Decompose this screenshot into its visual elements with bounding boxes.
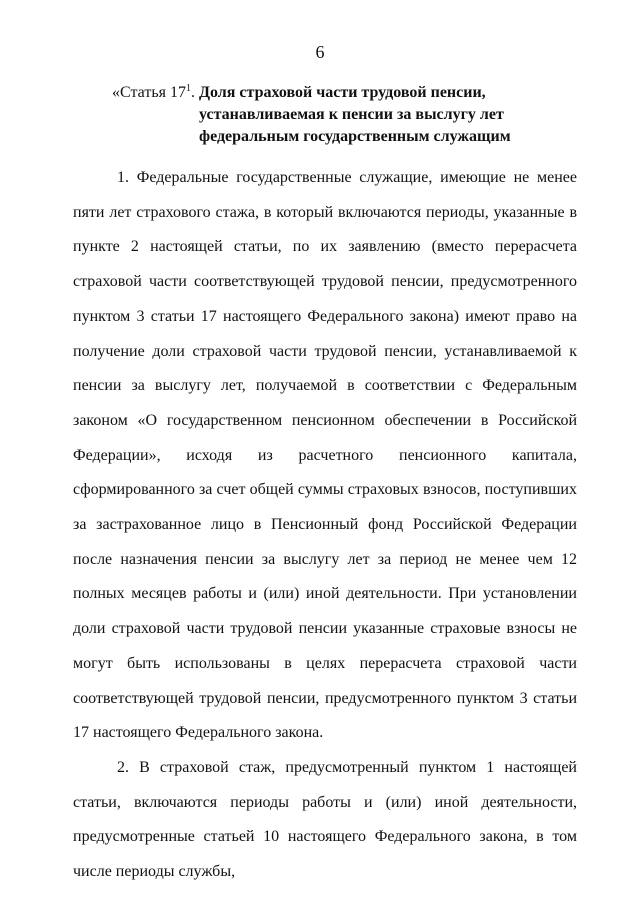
article-heading bbox=[112, 78, 592, 148]
article-number-text: «Статья 17 bbox=[112, 84, 186, 101]
paragraph-2: 2. В страховой стаж, предусмотренный пунктом 1 настоящей статьи, включаются периоды работы и (или) иной деятельности, предусмотренные статьей 10 настоящего Федерального закона, в том числе периоды службы, bbox=[73, 758, 577, 881]
article-title-line-2: устанавливаемая к пенсии за выслугу лет bbox=[199, 106, 504, 123]
article-heading-line-1 bbox=[112, 78, 592, 104]
article-title-line-1: Доля страховой части трудовой пенсии, bbox=[198, 84, 486, 101]
article-number bbox=[112, 84, 195, 101]
page-number: 6 bbox=[315, 42, 325, 62]
paragraph-1: 1. Федеральные государственные служащие, имеющие не менее пяти лет страхового стажа, в который включаются периоды, указанные в пункте 2 настоящей статьи, по их заявлению (вместо перерасчета страховой части соответствующей трудовой пенсии, предусмотренного пунктом 3 статьи 17 настоящего Федерального закона) имеют право на получение доли страховой части трудовой пенсии, устанавливаемой к пенсии за выслугу лет, получаемой в соответствии с Федеральным законом «О государственном пенсионном обеспечении в Российской Федерации», исходя из расчетного пенсионного капитала, сформированного за счет общей суммы страховых взносов, поступивших за застрахованное лицо в Пенсионный фонд Российской Федерации после назначения пенсии за выслугу лет за период не менее чем 12 полных месяцев работы и (или) иной деятельности. При установлении доли страховой части трудовой пенсии указанные страховые взносы не могут быть использованы в целях перерасчета страховой части соответствующей трудовой пенсии, предусмотренного пунктом 3 статьи 17 настоящего Федерального закона. bbox=[73, 169, 577, 742]
article-number-superscript: 1 bbox=[185, 83, 191, 94]
article-number-dot: . bbox=[190, 84, 195, 101]
article-title-line-3: федеральным государственным служащим bbox=[199, 128, 511, 145]
article-body bbox=[73, 161, 577, 890]
